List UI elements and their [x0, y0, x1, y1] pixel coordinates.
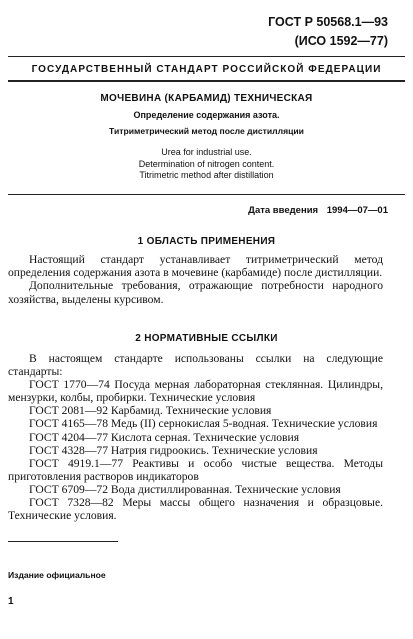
scope-paragraph: Дополнительные требования, отражающие потребности народного хозяйства, выделены курсивом. [8, 279, 383, 306]
reference-item: ГОСТ 7328—82 Меры массы общего назначения и образцовые. Технические условия. [8, 496, 383, 523]
scope-paragraph: Настоящий стандарт устанавливает титриметрический метод определения содержания азота в мочевине (карбамиде) после дистилляции. [8, 253, 383, 280]
title-rule [8, 194, 405, 195]
scope-body [8, 253, 383, 306]
english-title-line: Determination of nitrogen content. [138, 158, 275, 169]
section-heading-references: 2 НОРМАТИВНЫЕ ССЫЛКИ [135, 333, 278, 344]
reference-item: ГОСТ 4328—77 Натрия гидроокись. Технические условия [29, 443, 318, 457]
effective-date-value: 1994—07—01 [326, 205, 388, 216]
reference-item: ГОСТ 2081—92 Карбамид. Технические условия [29, 404, 272, 418]
header-rule-top [8, 56, 405, 57]
official-edition-label: Издание официальное [8, 570, 106, 580]
document-title: МОЧЕВИНА (КАРБАМИД) ТЕХНИЧЕСКАЯ [100, 93, 313, 104]
document-subtitle: Определение содержания азота. [133, 110, 280, 120]
english-title-line: Titrimetric method after distillation [139, 170, 274, 180]
iso-code: (ИСО 1592—77) [294, 34, 388, 48]
reference-item: ГОСТ 4919.1—77 Реактивы и особо чистые вещества. Методы приготовления растворов индикаторов [8, 456, 383, 483]
reference-item: ГОСТ 4204—77 Кислота серная. Технические условия [29, 430, 300, 444]
footer-rule [8, 541, 118, 542]
page-number: 1 [8, 596, 14, 607]
reference-item: ГОСТ 4165—78 Медь (II) сернокислая 5-водная. Технические условия [29, 417, 378, 431]
standard-code: ГОСТ Р 50568.1—93 [268, 15, 388, 29]
english-title [8, 147, 405, 182]
section-heading-scope: 1 ОБЛАСТЬ ПРИМЕНЕНИЯ [137, 236, 276, 247]
reference-item: ГОСТ 6709—72 Вода дистиллированная. Технические условия [29, 482, 341, 496]
effective-date-label: Дата введения [248, 205, 319, 216]
header-rule-bottom [8, 80, 405, 82]
references-intro: В настоящем стандарте использованы ссылки на следующие стандарты: [8, 352, 383, 379]
english-title-line: Urea for industrial use. [161, 147, 252, 157]
references-list [8, 352, 383, 522]
reference-item: ГОСТ 1770—74 Посуда мерная лабораторная стеклянная. Цилиндры, мензурки, колбы, пробирки. Технические условия [8, 378, 383, 405]
organization-title: ГОСУДАРСТВЕННЫЙ СТАНДАРТ РОССИЙСКОЙ ФЕДЕРАЦИИ [31, 64, 382, 75]
effective-date [248, 205, 388, 216]
method-subtitle: Титриметрический метод после дистилляции [109, 126, 304, 136]
